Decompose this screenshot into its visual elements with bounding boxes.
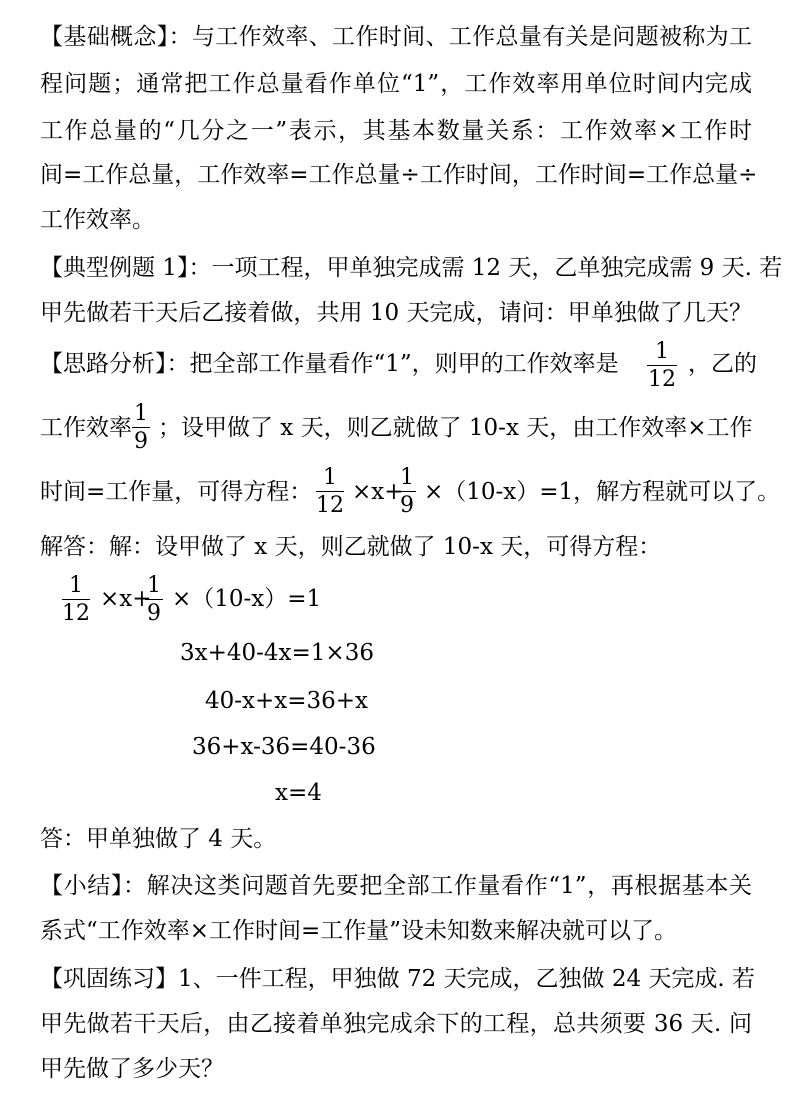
analysis-line-2-text: 工作效率 [40,415,132,441]
fraction-denominator: 9 [400,493,414,518]
fraction-denominator: 9 [134,429,148,454]
equation-step-3: 36+x-36=40-36 [192,734,376,760]
fraction-bar [316,491,344,492]
equation-step-2: 40-x+x=36+x [205,688,369,714]
analysis-line-3-mid: ×x+ [352,479,404,505]
fraction-one-ninth [398,466,416,518]
analysis-line-3-tail: ×（10-x）=1，解方程就可以了。 [424,479,781,505]
analysis-line-1-text: 【思路分析】：把全部工作量看作“1”，则甲的工作效率是 [40,351,619,377]
summary-line-1: 【小结】：解决这类问题首先要把全部工作量看作“1”，再根据基本关 [40,873,752,899]
fraction-numerator: 1 [655,339,669,364]
fraction-bar [145,599,163,600]
fraction-bar [647,365,677,366]
example-line-1: 【典型例题 1】：一项工程，甲单独完成需 12 天，乙单独完成需 9 天. 若 [40,255,783,281]
practice-line-2: 甲先做若干天后，由乙接着单独完成余下的工程，总共须要 36 天. 问 [40,1011,752,1037]
fraction-numerator: 1 [147,573,161,598]
equation-1-mid: ×x+ [100,586,152,612]
fraction-bar [62,599,90,600]
fraction-numerator: 1 [134,401,148,426]
fraction-denominator: 12 [316,493,344,518]
fraction-denominator: 12 [648,367,676,392]
fraction-one-ninth [145,574,163,626]
fraction-bar [398,491,416,492]
example-line-2: 甲先做若干天后乙接着做，共用 10 天完成，请问：甲单独做了几天？ [40,300,752,326]
fraction-one-ninth [132,402,150,454]
fraction-denominator: 12 [62,601,90,626]
solution-intro: 解答：解：设甲做了 x 天，则乙就做了 10-x 天，可得方程： [40,534,662,560]
equation-step-4: x=4 [275,780,322,806]
concept-line-4: 间=工作总量，工作效率=工作总量÷工作时间，工作时间=工作总量÷ [40,162,758,188]
fraction-bar [132,427,150,428]
equation-1-tail: ×（10-x）=1 [172,586,322,612]
solution-answer: 答：甲单独做了 4 天。 [40,826,277,852]
fraction-one-twelve [647,340,677,392]
fraction-one-twelve [62,574,90,626]
fraction-one-twelve [316,466,344,518]
fraction-numerator: 1 [69,573,83,598]
summary-line-2: 系式“工作效率×工作时间=工作量”设未知数来解决就可以了。 [40,918,678,944]
concept-line-5: 工作效率。 [40,207,155,233]
fraction-numerator: 1 [323,465,337,490]
practice-line-3: 甲先做了多少天？ [40,1056,224,1082]
fraction-denominator: 9 [147,601,161,626]
concept-line-3: 工作总量的“几分之一”表示，其基本数量关系：工作效率×工作时 [40,118,752,144]
analysis-line-1-tail: ，乙的 [688,351,757,377]
concept-line-2: 程问题；通常把工作总量看作单位“1”，工作效率用单位时间内完成 [40,71,752,97]
practice-line-1: 【巩固练习】1、一件工程，甲独做 72 天完成，乙独做 24 天完成. 若 [40,966,756,992]
fraction-numerator: 1 [400,465,414,490]
analysis-line-2-tail: ；设甲做了 x 天，则乙就做了 10-x 天，由工作效率×工作 [158,415,753,441]
concept-line-1: 【基础概念】：与工作效率、工作时间、工作总量有关是问题被称为工 [40,24,752,50]
equation-step-1: 3x+40-4x=1×36 [180,640,374,666]
analysis-line-3-text: 时间=工作量，可得方程： [40,479,313,505]
